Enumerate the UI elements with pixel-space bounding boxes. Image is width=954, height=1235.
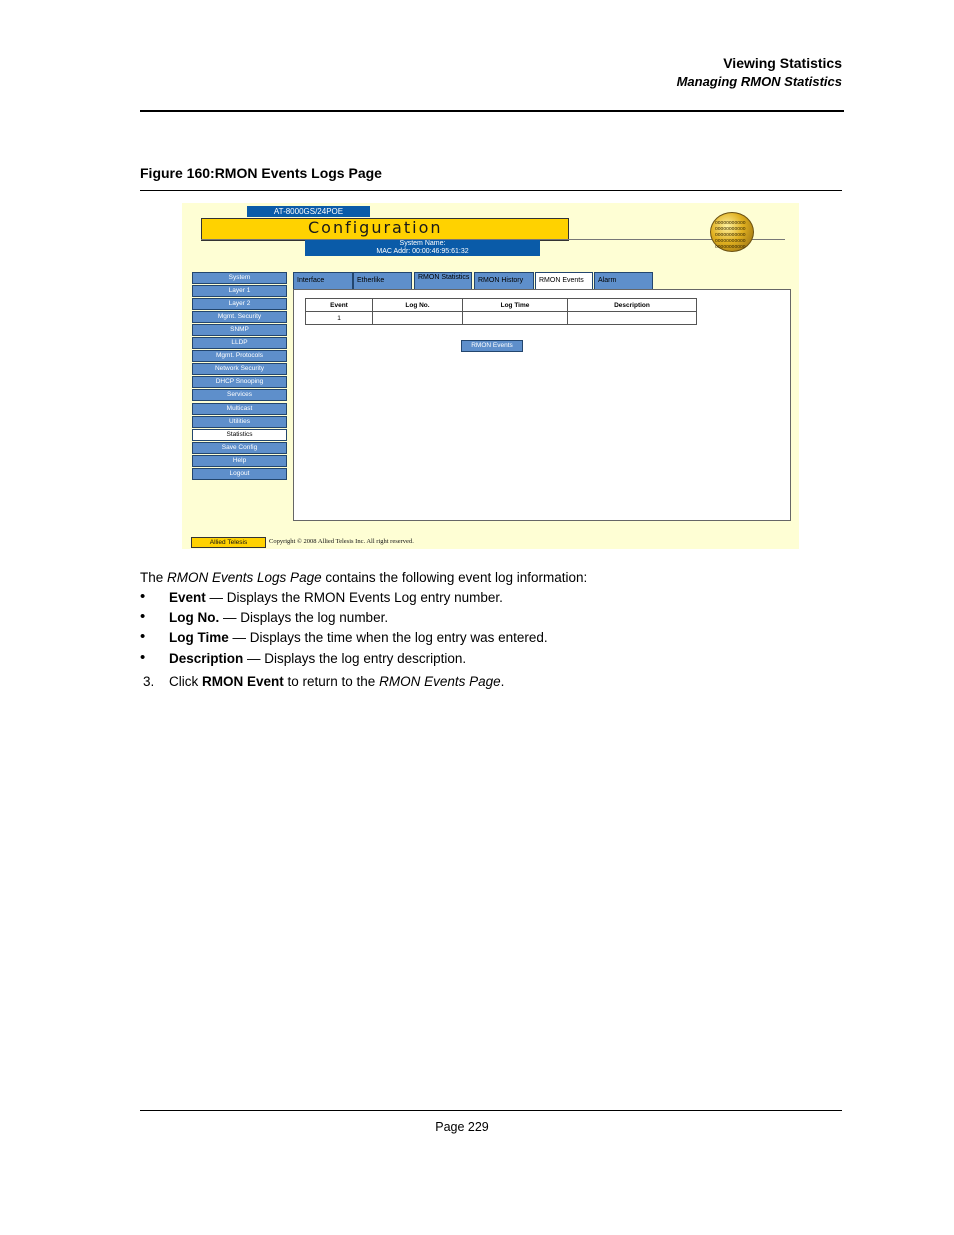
sidebar-item-save-config[interactable]: Save Config [192, 442, 287, 454]
table-cell [463, 312, 568, 325]
sidebar-item-layer-2[interactable]: Layer 2 [192, 298, 287, 310]
step-text [169, 674, 504, 689]
sidebar-item-mgmt-protocols[interactable]: Mgmt. Protocols [192, 350, 287, 362]
tab-rmon-history[interactable]: RMON History [474, 272, 534, 289]
step-suffix: . [500, 674, 505, 689]
step-button-name: RMON Event [202, 674, 284, 689]
model-label: AT-8000GS/24POE [247, 206, 370, 217]
bullet-icon: • [140, 628, 146, 645]
tab-rmon-events[interactable]: RMON Events [535, 272, 593, 289]
sidebar-item-lldp[interactable]: LLDP [192, 337, 287, 349]
field-description: — Displays the RMON Events Log entry number. [205, 590, 503, 605]
running-header-title: Viewing Statistics [723, 55, 842, 71]
tab-etherlike[interactable]: Etherlike [353, 272, 412, 289]
column-header-log-no: Log No. [373, 299, 463, 312]
list-item-text [169, 630, 548, 645]
header-rule [140, 110, 844, 112]
tab-interface[interactable]: Interface [293, 272, 353, 289]
field-term: Log Time [169, 630, 229, 645]
table-cell [373, 312, 463, 325]
field-term: Description [169, 651, 244, 666]
events-log-table [305, 298, 697, 325]
sidebar-item-snmp[interactable]: SNMP [192, 324, 287, 336]
sidebar-item-statistics[interactable]: Statistics [192, 429, 287, 441]
table-cell [568, 312, 697, 325]
field-description: — Displays the log number. [219, 610, 389, 625]
rmon-events-button[interactable]: RMON Events [461, 340, 523, 352]
mac-address: MAC Addr: 00:00:46:95:61:32 [376, 248, 469, 255]
column-header-log-time: Log Time [463, 299, 568, 312]
configuration-title: Configuration [308, 218, 443, 237]
bullet-icon: • [140, 608, 146, 625]
table-row [306, 312, 697, 325]
step-middle: to return to the [283, 674, 380, 689]
step-prefix: Click [169, 674, 202, 689]
field-description: — Displays the log entry description. [243, 651, 467, 666]
allied-telesis-logo: Allied Telesis [191, 537, 266, 548]
column-header-description: Description [568, 299, 697, 312]
copyright-notice: Copyright © 2008 Allied Telesis Inc. All right reserved. [269, 538, 414, 545]
intro-paragraph [140, 570, 587, 585]
bullet-icon: • [140, 649, 146, 666]
system-info-box [305, 240, 540, 256]
page-number: Page 229 [435, 1120, 489, 1134]
step-number: 3. [143, 674, 155, 689]
intro-page-name: RMON Events Logs Page [167, 570, 322, 585]
figure-caption: Figure 160:RMON Events Logs Page [140, 165, 382, 181]
tab-rmon-statistics[interactable]: RMON Statistics [414, 272, 472, 289]
field-term: Event [169, 590, 206, 605]
sidebar-item-help[interactable]: Help [192, 455, 287, 467]
sidebar-item-dhcp-snooping[interactable]: DHCP Snooping [192, 376, 287, 388]
system-name-label: System Name: [399, 240, 446, 247]
list-item-text [169, 610, 388, 625]
sidebar-item-network-security[interactable]: Network Security [192, 363, 287, 375]
table-cell: 1 [306, 312, 373, 325]
intro-suffix: contains the following event log information: [321, 570, 588, 585]
step-page-name: RMON Events Page [379, 674, 501, 689]
bullet-icon: • [140, 588, 146, 605]
sidebar-item-logout[interactable]: Logout [192, 468, 287, 480]
sidebar-item-utilities[interactable]: Utilities [192, 416, 287, 428]
running-header-subtitle: Managing RMON Statistics [676, 74, 842, 89]
intro-prefix: The [140, 570, 168, 585]
sidebar-item-layer-1[interactable]: Layer 1 [192, 285, 287, 297]
footer-rule [140, 1110, 842, 1111]
list-item-text [169, 651, 466, 666]
sidebar-item-system[interactable]: System [192, 272, 287, 284]
field-term: Log No. [169, 610, 220, 625]
field-description: — Displays the time when the log entry was entered. [228, 630, 548, 645]
sidebar-item-services[interactable]: Services [192, 389, 287, 401]
tab-alarm[interactable]: Alarm [594, 272, 653, 289]
content-panel [293, 289, 791, 521]
sidebar-item-mgmt-security[interactable]: Mgmt. Security [192, 311, 287, 323]
globe-pattern: ooooooooooooooooooooooooooooooooooooooooooooooooooooooo [715, 220, 746, 250]
column-header-event: Event [306, 299, 373, 312]
config-screenshot [182, 203, 799, 549]
figure-rule [140, 190, 842, 191]
list-item-text [169, 590, 503, 605]
sidebar-item-multicast[interactable]: Multicast [192, 403, 287, 415]
